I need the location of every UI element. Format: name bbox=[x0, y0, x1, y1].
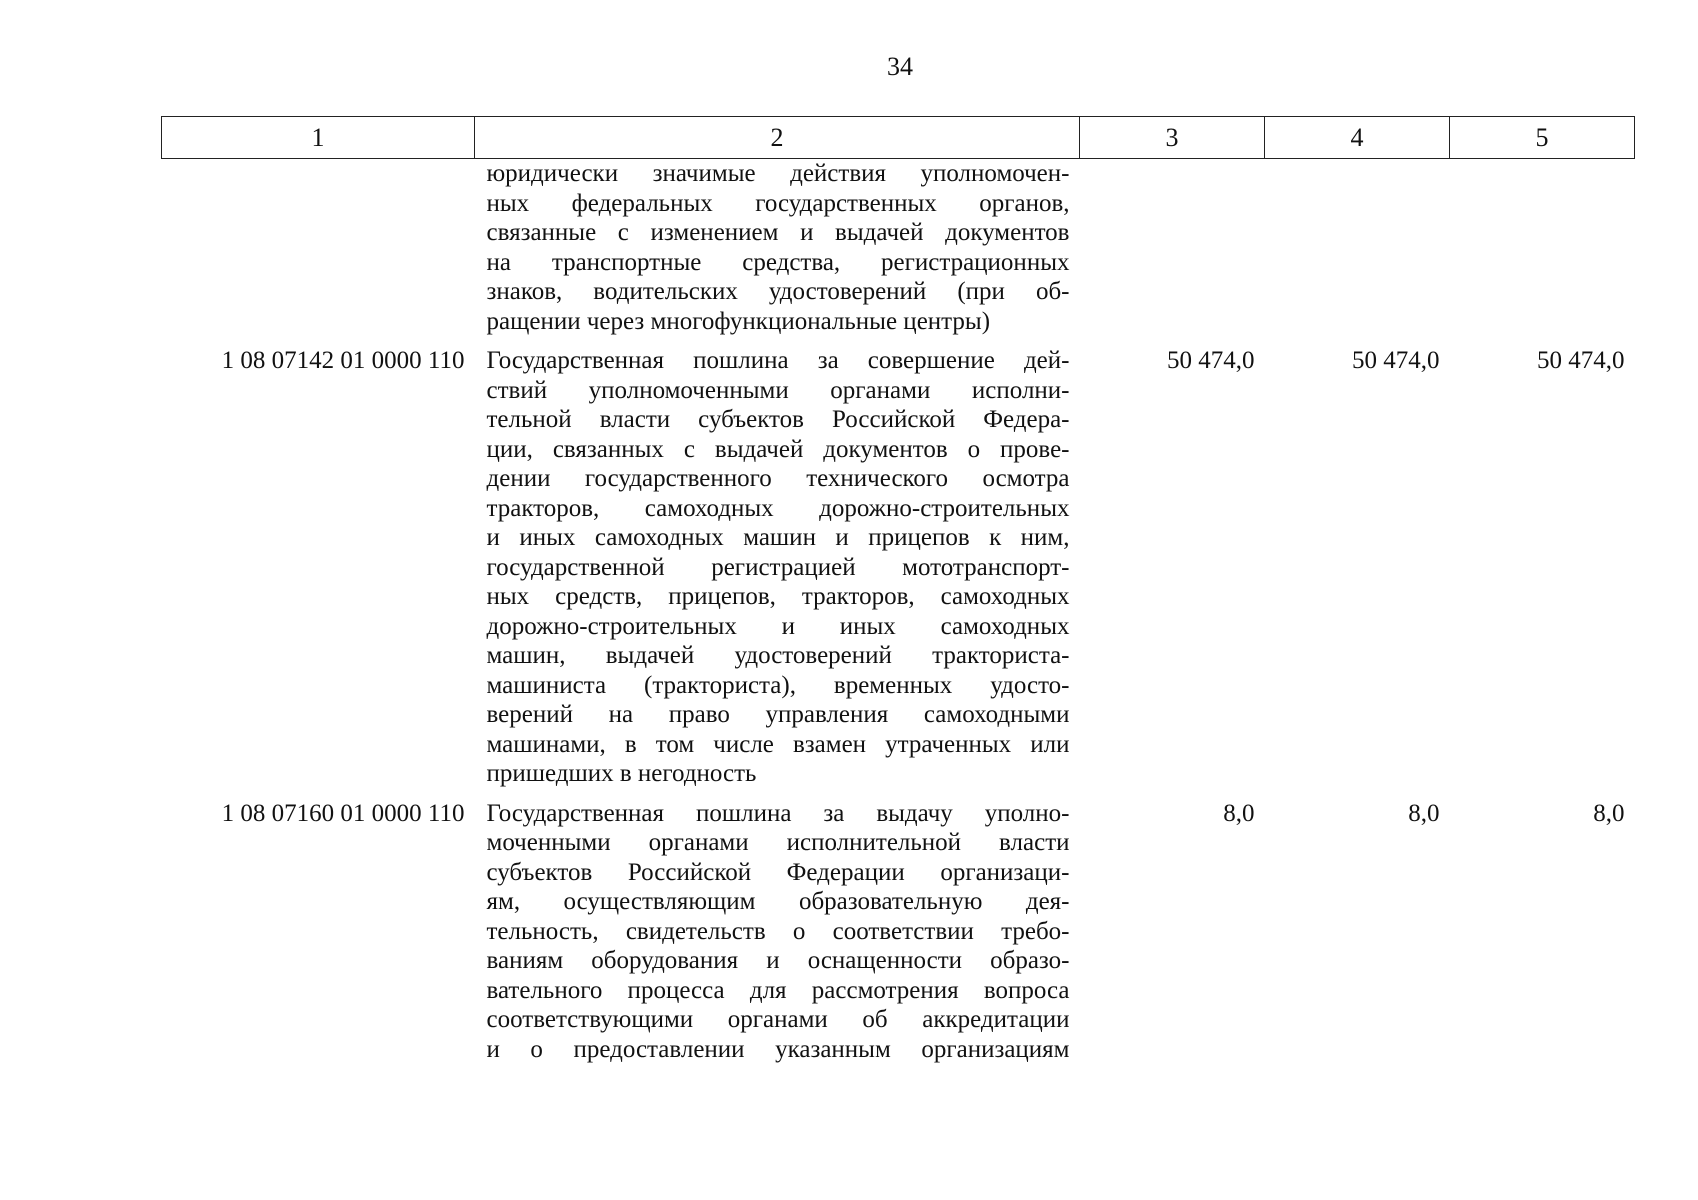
table-body bbox=[162, 159, 1635, 1065]
description-line: моченными органами исполнительной власти bbox=[486, 829, 1070, 856]
row-description bbox=[475, 336, 1080, 789]
table-row bbox=[162, 789, 1635, 1065]
table-row bbox=[162, 336, 1635, 789]
description-line: ции, связанных с выдачей документов о прове- bbox=[486, 435, 1070, 463]
column-header-5: 5 bbox=[1450, 117, 1635, 159]
description-line: машиниста (тракториста), временных удосто- bbox=[486, 671, 1070, 699]
description-line: ствий уполномоченными органами исполни- bbox=[486, 376, 1070, 404]
description-line: связанные с изменением и выдачей документов bbox=[486, 219, 1070, 246]
description-line: соответствующими органами об аккредитации bbox=[486, 1006, 1070, 1033]
row-value-col5: 8,0 bbox=[1593, 799, 1625, 827]
description-line: знаков, водительских удостоверений (при об- bbox=[486, 278, 1070, 305]
description-line: ваниям оборудования и оснащенности образо- bbox=[486, 947, 1070, 974]
table-row bbox=[162, 159, 1635, 337]
description-line: субъектов Российской Федерации организаци- bbox=[486, 858, 1070, 886]
row-value-col3: 50 474,0 bbox=[1167, 347, 1255, 374]
row-value-col5 bbox=[1450, 159, 1635, 337]
table-header bbox=[162, 117, 1635, 159]
description-line: Государственная пошлина за выдачу уполно- bbox=[486, 799, 1070, 827]
budget-table bbox=[161, 116, 1635, 1064]
column-header-3: 3 bbox=[1080, 117, 1265, 159]
row-value-col3 bbox=[1080, 159, 1265, 337]
description-line: ям, осуществляющим образовательную дея- bbox=[486, 888, 1070, 915]
description-line: юридически значимые действия уполномочен- bbox=[486, 160, 1070, 187]
description-line: машин, выдачей удостоверений тракториста- bbox=[486, 642, 1070, 669]
row-code bbox=[162, 159, 475, 337]
row-value-col3: 8,0 bbox=[1223, 799, 1255, 827]
description-line: государственной регистрацией мототранспорт- bbox=[486, 553, 1070, 581]
row-code: 1 08 07142 01 0000 110 bbox=[221, 347, 465, 374]
description-line: тельность, свидетельств о соответствии требо- bbox=[486, 917, 1070, 945]
row-value-col4: 8,0 bbox=[1408, 799, 1440, 827]
row-description bbox=[475, 789, 1080, 1065]
description-line: ных федеральных государственных органов, bbox=[486, 189, 1070, 217]
row-code: 1 08 07160 01 0000 110 bbox=[221, 799, 465, 827]
description-line: и иных самоходных машин и прицепов к ним, bbox=[486, 524, 1070, 551]
document-page bbox=[161, 116, 1634, 1064]
page-number: 34 bbox=[887, 52, 913, 81]
description-line: на транспортные средства, регистрационных bbox=[486, 248, 1070, 276]
description-line: верений на право управления самоходными bbox=[486, 701, 1070, 728]
description-line: машинами, в том числе взамен утраченных или bbox=[486, 730, 1070, 758]
description-line: дорожно-строительных и иных самоходных bbox=[486, 612, 1070, 640]
row-value-col4 bbox=[1265, 159, 1450, 337]
description-line: ных средств, прицепов, тракторов, самоходных bbox=[486, 583, 1070, 610]
column-header-1: 1 bbox=[162, 117, 475, 159]
header-row bbox=[162, 117, 1635, 159]
column-header-2: 2 bbox=[475, 117, 1080, 159]
description-line: и о предоставлении указанным организациям bbox=[486, 1035, 1070, 1063]
description-line: тельной власти субъектов Российской Федера- bbox=[486, 406, 1070, 433]
row-value-col4: 50 474,0 bbox=[1352, 347, 1440, 374]
description-line: вательного процесса для рассмотрения вопроса bbox=[486, 976, 1070, 1004]
column-header-4: 4 bbox=[1265, 117, 1450, 159]
description-line: тракторов, самоходных дорожно-строительных bbox=[486, 494, 1070, 522]
description-line: ращении через многофункциональные центры) bbox=[486, 307, 991, 335]
row-description bbox=[475, 159, 1080, 337]
description-line: Государственная пошлина за совершение дей- bbox=[486, 347, 1070, 374]
description-line: дении государственного технического осмотра bbox=[486, 465, 1070, 492]
row-value-col5: 50 474,0 bbox=[1537, 347, 1625, 374]
description-line: пришедших в негодность bbox=[486, 760, 757, 787]
